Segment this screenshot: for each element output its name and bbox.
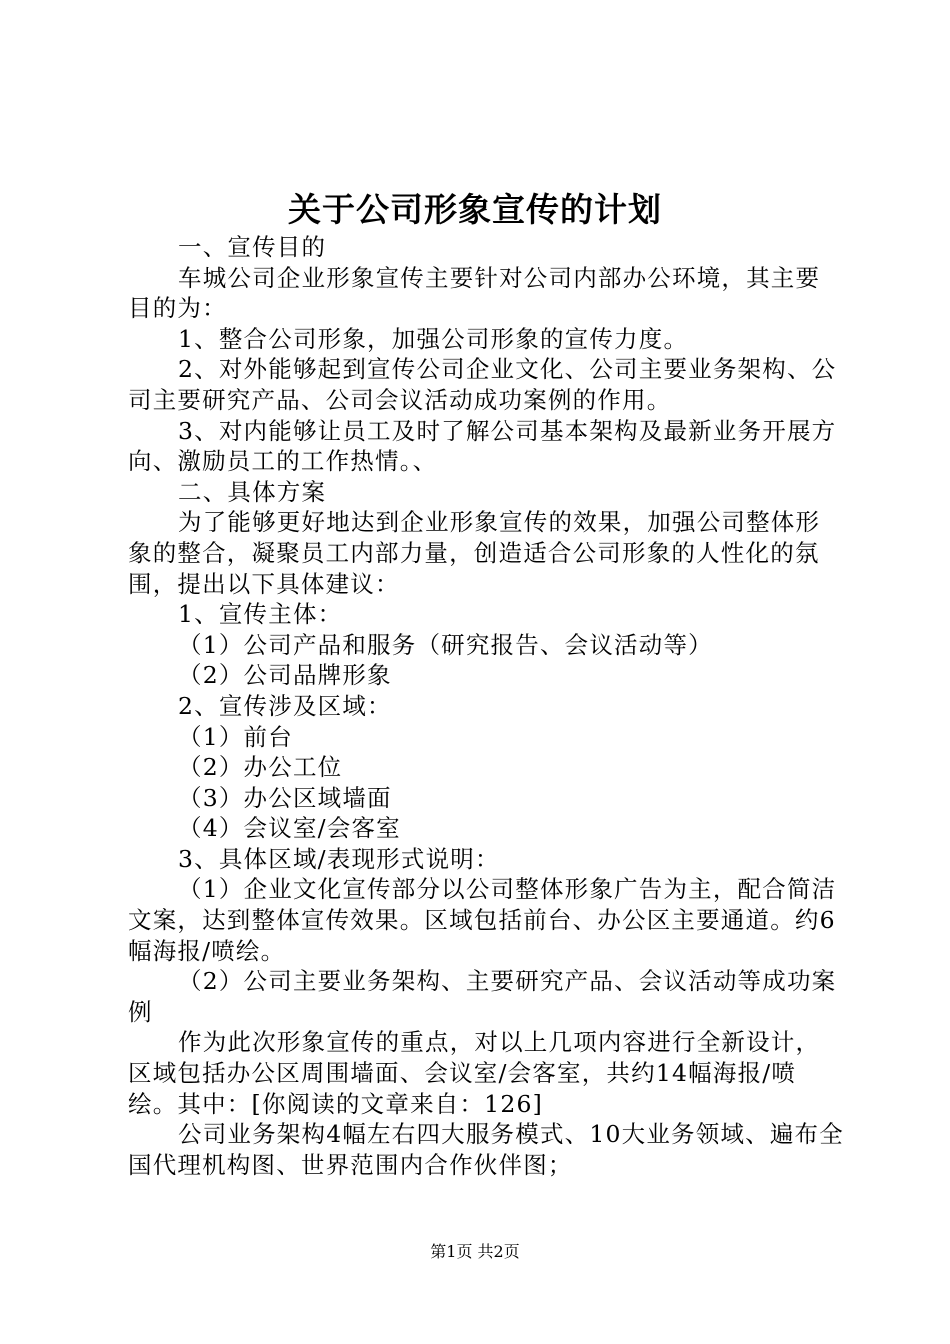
sub-list-item: （4）会议室/会客室 <box>178 814 401 843</box>
paragraph: 公司业务架构4幅左右四大服务模式、10大业务领域、遍布全国代理机构图、世界范围内合作伙伴图； <box>128 1120 844 1179</box>
sub-list-item: （1）公司产品和服务（研究报告、会议活动等） <box>178 630 713 659</box>
sub-list-item: （3）办公区域墙面 <box>178 783 392 812</box>
document-body <box>128 232 844 1180</box>
sub-list-item: （1）前台 <box>178 722 293 751</box>
sub-list-item: （2）公司主要业务架构、主要研究产品、会议活动等成功案例 <box>128 967 837 1026</box>
sub-list-item: （2）公司品牌形象 <box>178 661 392 690</box>
list-item: 1、整合公司形象，加强公司形象的宣传力度。 <box>178 324 689 353</box>
paragraph: 为了能够更好地达到企业形象宣传的效果，加强公司整体形象的整合，凝聚员工内部力量，创造适合公司形象的人性化的氛围，提出以下具体建议： <box>128 508 821 598</box>
sub-list-item: （1）企业文化宣传部分以公司整体形象广告为主，配合简洁文案，达到整体宣传效果。区域包括前台、办公区主要通道。约6幅海报/喷绘。 <box>128 875 837 965</box>
page-footer: 第1页 共2页 <box>430 1242 520 1261</box>
sub-list-item: （2）办公工位 <box>178 753 343 782</box>
list-item: 2、对外能够起到宣传公司企业文化、公司主要业务架构、公司主要研究产品、公司会议活动成功案例的作用。 <box>128 355 837 414</box>
section-heading-plan: 二、具体方案 <box>178 477 327 506</box>
list-item: 3、具体区域/表现形式说明： <box>178 844 500 873</box>
list-item: 1、宣传主体： <box>178 600 343 629</box>
list-item: 3、对内能够让员工及时了解公司基本架构及最新业务开展方向、激励员工的工作热情。、 <box>128 416 837 476</box>
section-heading-purpose: 一、宣传目的 <box>178 233 327 261</box>
document-title: 关于公司形象宣传的计划 <box>288 190 662 229</box>
list-item: 2、宣传涉及区域： <box>178 691 392 720</box>
paragraph: 作为此次形象宣传的重点，对以上几项内容进行全新设计，区域包括办公区周围墙面、会议室/会客室，共约14幅海报/喷绘。其中：[你阅读的文章来自：126] <box>128 1028 821 1118</box>
paragraph: 车城公司企业形象宣传主要针对公司内部办公环境，其主要目的为： <box>128 263 821 323</box>
